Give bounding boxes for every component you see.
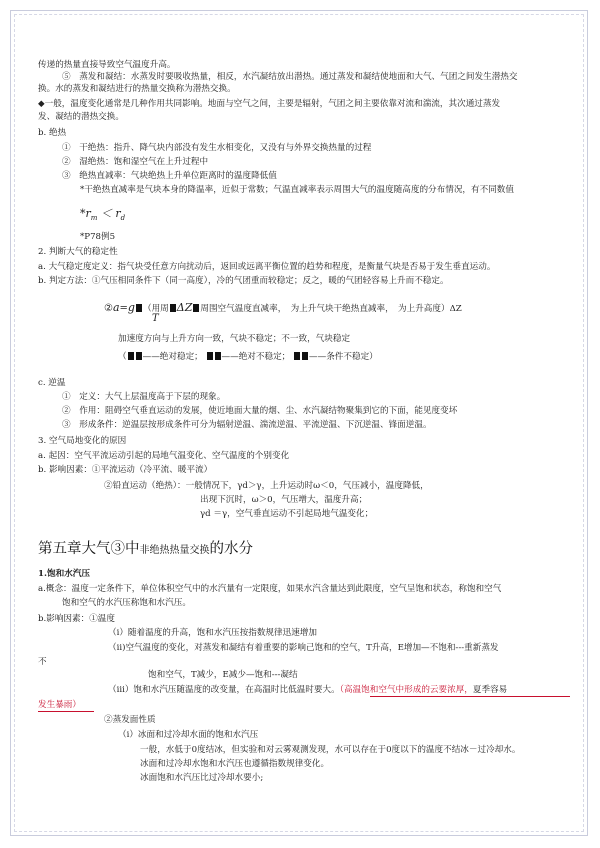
highlighted-line: 发生暴雨）	[38, 700, 81, 710]
text-line: b.影响因素：①温度	[38, 614, 115, 624]
text-line: b. 影响因素：①平流运动（冷平流、暖平流）	[38, 465, 213, 475]
section-heading: 2. 判断大气的稳定性	[38, 247, 118, 257]
list-item: ② 湿绝热：饱和湿空气在上升过程中	[62, 157, 209, 167]
text-line: 出现下沉时，ω＞0，气压增大，温度升高；	[200, 495, 368, 505]
text-line: b. 判定方法：①气压相同条件下（同一高度），冷的气团重而较稳定；反之，暖的气团轻容易上升而不稳定。	[38, 276, 449, 286]
chapter-title: 第五章大气③中非绝热热量交换的水分	[38, 541, 253, 557]
text-line: γd ＝γ，空气垂直运动不引起局地气温变化；	[200, 509, 374, 519]
list-item: ③ 绝热直减率：气块绝热上升单位距离时的温度降低值	[62, 171, 277, 181]
list-item: ②蒸发面性质	[104, 715, 156, 725]
text-line: ⑤ 蒸发和凝结：水蒸发时要吸收热量，相反，水汽凝结放出潜热。通过蒸发和凝结使地面和大气、气团之间发生潜热交	[62, 72, 518, 82]
stability-criteria: （ ——绝对稳定； ——绝对不稳定； ——条件不稳定）	[118, 352, 378, 362]
acceleration-formula: ②a=g （用周 ΔZ 周围空气温度直减率， 为上升气块干绝热直减率， 为上升高度）ΔZ	[104, 301, 462, 314]
text-line: 加速度方向与上升方向一致，气块不稳定；不一致，气块稳定	[118, 334, 351, 344]
list-item: （i）随着温度的升高，饱和水汽压按指数规律迅速增加	[108, 628, 317, 638]
section-heading: b. 绝热	[38, 128, 67, 138]
formula-denominator: T	[152, 313, 159, 324]
text-line: a. 大气稳定度定义：指气块受任意方向扰动后，返回或远离平衡位置的趋势和程度，是衡量气块是否易于发生垂直运动。	[38, 262, 496, 272]
highlighted-line: （iii）饱和水汽压随温度的改变量，在高温时比低温时要大。（高温饱和空气中形成的云要浓厚，夏季容易	[108, 685, 508, 695]
text-line: 饱和空气，T减少，E减少—饱和---凝结	[148, 670, 298, 680]
text-line: 饱和空气的水汽压称饱和水汽压。	[62, 598, 191, 608]
list-item: ① 干绝热：指升、降气块内部没有发生水相变化，又没有与外界交换热量的过程	[62, 143, 372, 153]
text-line: 换。水的蒸发和凝结进行的热量交换称为潜热交换。	[38, 84, 236, 94]
list-item: ② 作用：阻碍空气垂直运动的发展，使近地面大量的烟、尘、水汽凝结物聚集到它的下面，能见度变坏	[62, 406, 458, 416]
list-item: ③ 形成条件：逆温层按形成条件可分为辐射逆温、湍流逆温、平流逆温、下沉逆温、锋面逆温。	[62, 420, 432, 430]
text-line: 发、凝结的潜热交换。	[38, 112, 124, 122]
list-item: ① 定义：大气上层温度高于下层的现象。	[62, 392, 226, 402]
section-heading: c. 逆温	[38, 378, 66, 388]
text-line: ◆一般，温度变化通常是几种作用共同影响。地面与空气之间，主要是辐射，气团之间主要依靠对流和湍流，其次通过蒸发	[38, 99, 501, 109]
text-line: a.概念：温度一定条件下，单位体积空气中的水汽量有一定限度，如果水汽含量达到此限度，空气呈饱和状态，称饱和空气	[38, 584, 502, 594]
section-heading: 3. 空气局地变化的原因	[38, 436, 127, 446]
subsection-heading: 1.饱和水汽压	[38, 569, 90, 579]
text-line: *干绝热直减率是气块本身的降温率，近似于常数；气温直减率表示周围大气的温度随高度的分布情况，有不同数值	[80, 185, 514, 195]
text-line: 不	[38, 657, 47, 667]
list-item: （ii)空气温度的变化，对蒸发和凝结有着重要的影响己饱和的空气，T升高，E增加—不饱和---重新蒸发	[108, 643, 499, 653]
text-line: 一般，水低于0度结冰，但实验和对云雾观测发现，水可以存在于0度以下的温度不结冰－过冷却水。	[140, 745, 521, 755]
lapse-rate-relation: $*r_m < r_d$	[80, 207, 126, 223]
red-underline	[370, 696, 570, 697]
text-line: 传递的热量直接导致空气温度升高。	[38, 60, 176, 70]
text-line: 冰面饱和水汽压比过冷却水要小;	[140, 773, 264, 783]
list-item: （i）冰面和过冷却水面的饱和水汽压	[118, 730, 259, 740]
text-line: *P78例5	[80, 232, 116, 242]
text-line: ②铅直运动（绝热）：一般情况下，γd＞γ，上升运动时ω＜0，气压减小，温度降低，	[104, 481, 429, 491]
red-underline	[38, 711, 94, 712]
text-line: 冰面和过冷却水饱和水汽压也遵循指数规律变化。	[140, 759, 330, 769]
text-line: a. 起因：空气平流运动引起的局地气温变化、空气温度的个别变化	[38, 451, 290, 461]
